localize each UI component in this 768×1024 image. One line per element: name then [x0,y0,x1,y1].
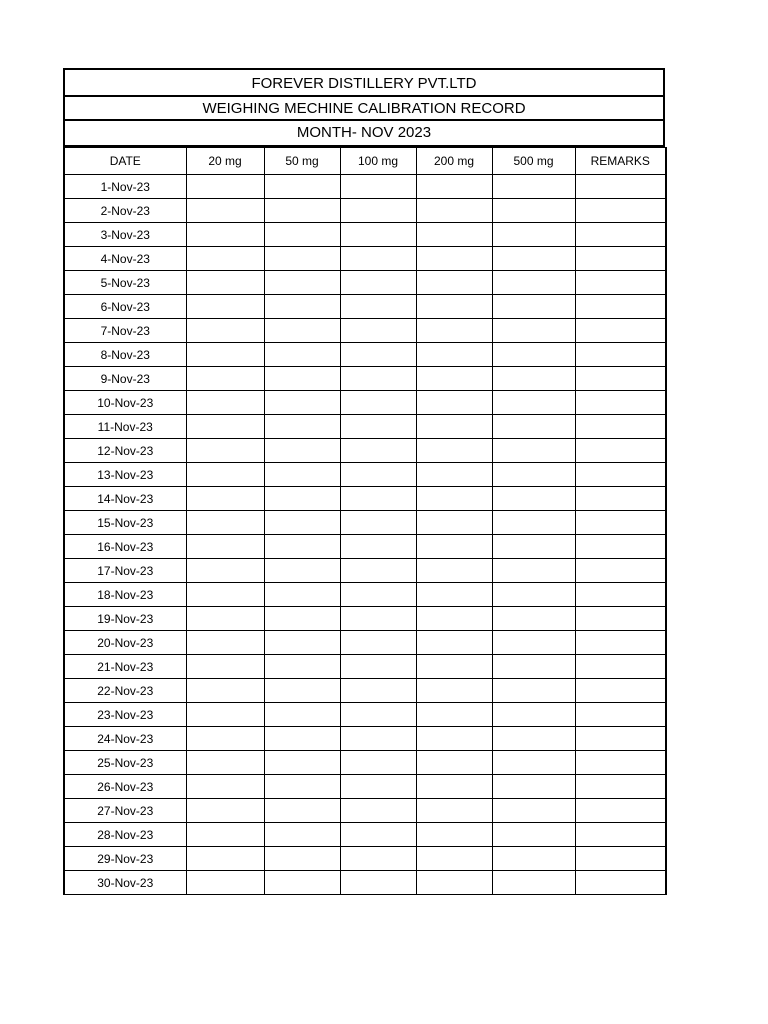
table-row [64,367,666,391]
cell-500mg[interactable] [492,391,575,415]
cell-100mg[interactable] [340,319,416,343]
table-row [64,463,666,487]
record-title: WEIGHING MECHINE CALIBRATION RECORD [65,97,663,121]
cell-50mg[interactable] [264,367,340,391]
cell-200mg[interactable] [416,583,492,607]
table-row [64,823,666,847]
date-cell: 5-Nov-23 [64,271,186,295]
date-cell: 17-Nov-23 [64,559,186,583]
cell-50mg[interactable] [264,703,340,727]
table-row [64,415,666,439]
cell-remarks[interactable] [575,583,666,607]
table-row [64,343,666,367]
cell-50mg[interactable] [264,271,340,295]
cell-50mg[interactable] [264,295,340,319]
cell-remarks[interactable] [575,391,666,415]
cell-50mg[interactable] [264,751,340,775]
cell-200mg[interactable] [416,391,492,415]
cell-20mg[interactable] [186,439,264,463]
calibration-sheet [63,68,665,895]
table-row [64,319,666,343]
cell-100mg[interactable] [340,679,416,703]
cell-20mg[interactable] [186,775,264,799]
table-row [64,271,666,295]
date-cell: 23-Nov-23 [64,703,186,727]
cell-200mg[interactable] [416,559,492,583]
cell-100mg[interactable] [340,367,416,391]
cell-200mg[interactable] [416,607,492,631]
cell-20mg[interactable] [186,823,264,847]
date-cell: 12-Nov-23 [64,439,186,463]
table-row [64,655,666,679]
cell-200mg[interactable] [416,631,492,655]
date-cell: 1-Nov-23 [64,175,186,199]
cell-remarks[interactable] [575,415,666,439]
cell-20mg[interactable] [186,871,264,895]
header-500mg: 500 mg [492,148,575,175]
date-cell: 8-Nov-23 [64,343,186,367]
cell-remarks[interactable] [575,751,666,775]
cell-100mg[interactable] [340,199,416,223]
table-row [64,607,666,631]
cell-50mg[interactable] [264,727,340,751]
cell-100mg[interactable] [340,487,416,511]
cell-100mg[interactable] [340,823,416,847]
table-row [64,775,666,799]
cell-20mg[interactable] [186,607,264,631]
cell-500mg[interactable] [492,751,575,775]
cell-50mg[interactable] [264,343,340,367]
cell-100mg[interactable] [340,559,416,583]
table-row [64,559,666,583]
cell-remarks[interactable] [575,823,666,847]
cell-20mg[interactable] [186,271,264,295]
cell-50mg[interactable] [264,775,340,799]
cell-20mg[interactable] [186,463,264,487]
table-row [64,631,666,655]
cell-200mg[interactable] [416,439,492,463]
cell-500mg[interactable] [492,463,575,487]
cell-50mg[interactable] [264,655,340,679]
cell-100mg[interactable] [340,271,416,295]
calibration-table [63,147,667,895]
cell-20mg[interactable] [186,583,264,607]
cell-remarks[interactable] [575,271,666,295]
cell-200mg[interactable] [416,199,492,223]
cell-remarks[interactable] [575,247,666,271]
table-row [64,799,666,823]
cell-remarks[interactable] [575,871,666,895]
cell-200mg[interactable] [416,463,492,487]
cell-20mg[interactable] [186,247,264,271]
cell-100mg[interactable] [340,295,416,319]
company-name: FOREVER DISTILLERY PVT.LTD [65,70,663,97]
table-row [64,199,666,223]
cell-100mg[interactable] [340,703,416,727]
cell-200mg[interactable] [416,271,492,295]
cell-20mg[interactable] [186,511,264,535]
cell-500mg[interactable] [492,247,575,271]
date-cell: 21-Nov-23 [64,655,186,679]
table-row [64,223,666,247]
cell-500mg[interactable] [492,607,575,631]
cell-20mg[interactable] [186,751,264,775]
cell-500mg[interactable] [492,631,575,655]
cell-50mg[interactable] [264,583,340,607]
cell-remarks[interactable] [575,679,666,703]
date-cell: 13-Nov-23 [64,463,186,487]
cell-200mg[interactable] [416,727,492,751]
cell-20mg[interactable] [186,655,264,679]
cell-200mg[interactable] [416,703,492,727]
header-row [64,148,666,175]
cell-200mg[interactable] [416,655,492,679]
cell-100mg[interactable] [340,511,416,535]
cell-remarks[interactable] [575,535,666,559]
cell-50mg[interactable] [264,415,340,439]
date-cell: 14-Nov-23 [64,487,186,511]
cell-200mg[interactable] [416,295,492,319]
cell-500mg[interactable] [492,175,575,199]
cell-50mg[interactable] [264,487,340,511]
date-cell: 16-Nov-23 [64,535,186,559]
date-cell: 22-Nov-23 [64,679,186,703]
date-cell: 25-Nov-23 [64,751,186,775]
date-cell: 24-Nov-23 [64,727,186,751]
cell-remarks[interactable] [575,319,666,343]
cell-100mg[interactable] [340,415,416,439]
cell-50mg[interactable] [264,535,340,559]
cell-100mg[interactable] [340,343,416,367]
cell-100mg[interactable] [340,799,416,823]
cell-100mg[interactable] [340,391,416,415]
cell-remarks[interactable] [575,439,666,463]
cell-50mg[interactable] [264,871,340,895]
date-cell: 11-Nov-23 [64,415,186,439]
cell-500mg[interactable] [492,223,575,247]
cell-100mg[interactable] [340,775,416,799]
cell-100mg[interactable] [340,751,416,775]
cell-500mg[interactable] [492,415,575,439]
cell-100mg[interactable] [340,463,416,487]
cell-remarks[interactable] [575,703,666,727]
cell-200mg[interactable] [416,223,492,247]
header-200mg: 200 mg [416,148,492,175]
cell-50mg[interactable] [264,607,340,631]
cell-remarks[interactable] [575,367,666,391]
cell-remarks[interactable] [575,607,666,631]
cell-500mg[interactable] [492,679,575,703]
cell-20mg[interactable] [186,223,264,247]
cell-100mg[interactable] [340,223,416,247]
date-cell: 2-Nov-23 [64,199,186,223]
cell-20mg[interactable] [186,559,264,583]
cell-200mg[interactable] [416,823,492,847]
cell-50mg[interactable] [264,247,340,271]
header-50mg: 50 mg [264,148,340,175]
cell-20mg[interactable] [186,343,264,367]
cell-200mg[interactable] [416,847,492,871]
cell-50mg[interactable] [264,631,340,655]
cell-500mg[interactable] [492,655,575,679]
cell-remarks[interactable] [575,487,666,511]
cell-100mg[interactable] [340,847,416,871]
table-row [64,295,666,319]
cell-50mg[interactable] [264,391,340,415]
date-cell: 15-Nov-23 [64,511,186,535]
table-row [64,583,666,607]
header-20mg: 20 mg [186,148,264,175]
table-row [64,727,666,751]
cell-50mg[interactable] [264,439,340,463]
header-100mg: 100 mg [340,148,416,175]
cell-20mg[interactable] [186,199,264,223]
cell-20mg[interactable] [186,295,264,319]
cell-500mg[interactable] [492,343,575,367]
cell-100mg[interactable] [340,583,416,607]
cell-20mg[interactable] [186,703,264,727]
cell-20mg[interactable] [186,847,264,871]
date-cell: 26-Nov-23 [64,775,186,799]
date-cell: 20-Nov-23 [64,631,186,655]
cell-500mg[interactable] [492,295,575,319]
cell-50mg[interactable] [264,175,340,199]
cell-20mg[interactable] [186,175,264,199]
cell-remarks[interactable] [575,511,666,535]
date-cell: 10-Nov-23 [64,391,186,415]
cell-remarks[interactable] [575,559,666,583]
cell-20mg[interactable] [186,535,264,559]
cell-500mg[interactable] [492,535,575,559]
date-cell: 30-Nov-23 [64,871,186,895]
cell-500mg[interactable] [492,871,575,895]
date-cell: 9-Nov-23 [64,367,186,391]
date-cell: 7-Nov-23 [64,319,186,343]
cell-50mg[interactable] [264,559,340,583]
cell-200mg[interactable] [416,535,492,559]
cell-remarks[interactable] [575,175,666,199]
cell-500mg[interactable] [492,487,575,511]
cell-200mg[interactable] [416,679,492,703]
header-date: DATE [64,148,186,175]
cell-remarks[interactable] [575,343,666,367]
cell-20mg[interactable] [186,487,264,511]
table-row [64,871,666,895]
cell-500mg[interactable] [492,583,575,607]
date-cell: 19-Nov-23 [64,607,186,631]
cell-100mg[interactable] [340,727,416,751]
table-row [64,679,666,703]
table-row [64,535,666,559]
table-row [64,511,666,535]
cell-remarks[interactable] [575,799,666,823]
cell-20mg[interactable] [186,631,264,655]
cell-200mg[interactable] [416,799,492,823]
title-block [63,68,665,147]
cell-remarks[interactable] [575,847,666,871]
cell-500mg[interactable] [492,271,575,295]
cell-20mg[interactable] [186,679,264,703]
date-cell: 29-Nov-23 [64,847,186,871]
cell-100mg[interactable] [340,871,416,895]
cell-500mg[interactable] [492,823,575,847]
cell-500mg[interactable] [492,439,575,463]
cell-100mg[interactable] [340,247,416,271]
cell-50mg[interactable] [264,463,340,487]
cell-100mg[interactable] [340,655,416,679]
cell-20mg[interactable] [186,391,264,415]
cell-100mg[interactable] [340,631,416,655]
cell-100mg[interactable] [340,535,416,559]
cell-remarks[interactable] [575,295,666,319]
cell-500mg[interactable] [492,511,575,535]
cell-remarks[interactable] [575,223,666,247]
cell-500mg[interactable] [492,727,575,751]
date-cell: 3-Nov-23 [64,223,186,247]
cell-50mg[interactable] [264,823,340,847]
date-cell: 27-Nov-23 [64,799,186,823]
table-row [64,175,666,199]
cell-remarks[interactable] [575,727,666,751]
table-body [64,175,666,895]
table-row [64,391,666,415]
table-row [64,439,666,463]
cell-20mg[interactable] [186,727,264,751]
cell-500mg[interactable] [492,799,575,823]
cell-50mg[interactable] [264,319,340,343]
header-remarks: REMARKS [575,148,666,175]
date-cell: 4-Nov-23 [64,247,186,271]
cell-20mg[interactable] [186,415,264,439]
cell-20mg[interactable] [186,799,264,823]
cell-500mg[interactable] [492,199,575,223]
cell-200mg[interactable] [416,751,492,775]
cell-remarks[interactable] [575,199,666,223]
cell-50mg[interactable] [264,223,340,247]
cell-20mg[interactable] [186,319,264,343]
cell-20mg[interactable] [186,367,264,391]
cell-500mg[interactable] [492,559,575,583]
cell-50mg[interactable] [264,847,340,871]
date-cell: 18-Nov-23 [64,583,186,607]
cell-remarks[interactable] [575,775,666,799]
cell-200mg[interactable] [416,319,492,343]
cell-200mg[interactable] [416,487,492,511]
table-row [64,847,666,871]
date-cell: 6-Nov-23 [64,295,186,319]
cell-100mg[interactable] [340,439,416,463]
cell-200mg[interactable] [416,415,492,439]
table-row [64,703,666,727]
cell-remarks[interactable] [575,631,666,655]
cell-500mg[interactable] [492,319,575,343]
cell-200mg[interactable] [416,247,492,271]
cell-50mg[interactable] [264,199,340,223]
cell-500mg[interactable] [492,775,575,799]
cell-200mg[interactable] [416,175,492,199]
cell-200mg[interactable] [416,367,492,391]
cell-200mg[interactable] [416,871,492,895]
month-label: MONTH- NOV 2023 [65,121,663,147]
table-row [64,487,666,511]
cell-remarks[interactable] [575,463,666,487]
table-row [64,247,666,271]
cell-200mg[interactable] [416,343,492,367]
cell-50mg[interactable] [264,679,340,703]
cell-remarks[interactable] [575,655,666,679]
cell-500mg[interactable] [492,367,575,391]
table-row [64,751,666,775]
cell-200mg[interactable] [416,511,492,535]
cell-100mg[interactable] [340,607,416,631]
cell-500mg[interactable] [492,847,575,871]
cell-50mg[interactable] [264,511,340,535]
cell-50mg[interactable] [264,799,340,823]
date-cell: 28-Nov-23 [64,823,186,847]
cell-500mg[interactable] [492,703,575,727]
cell-200mg[interactable] [416,775,492,799]
cell-100mg[interactable] [340,175,416,199]
